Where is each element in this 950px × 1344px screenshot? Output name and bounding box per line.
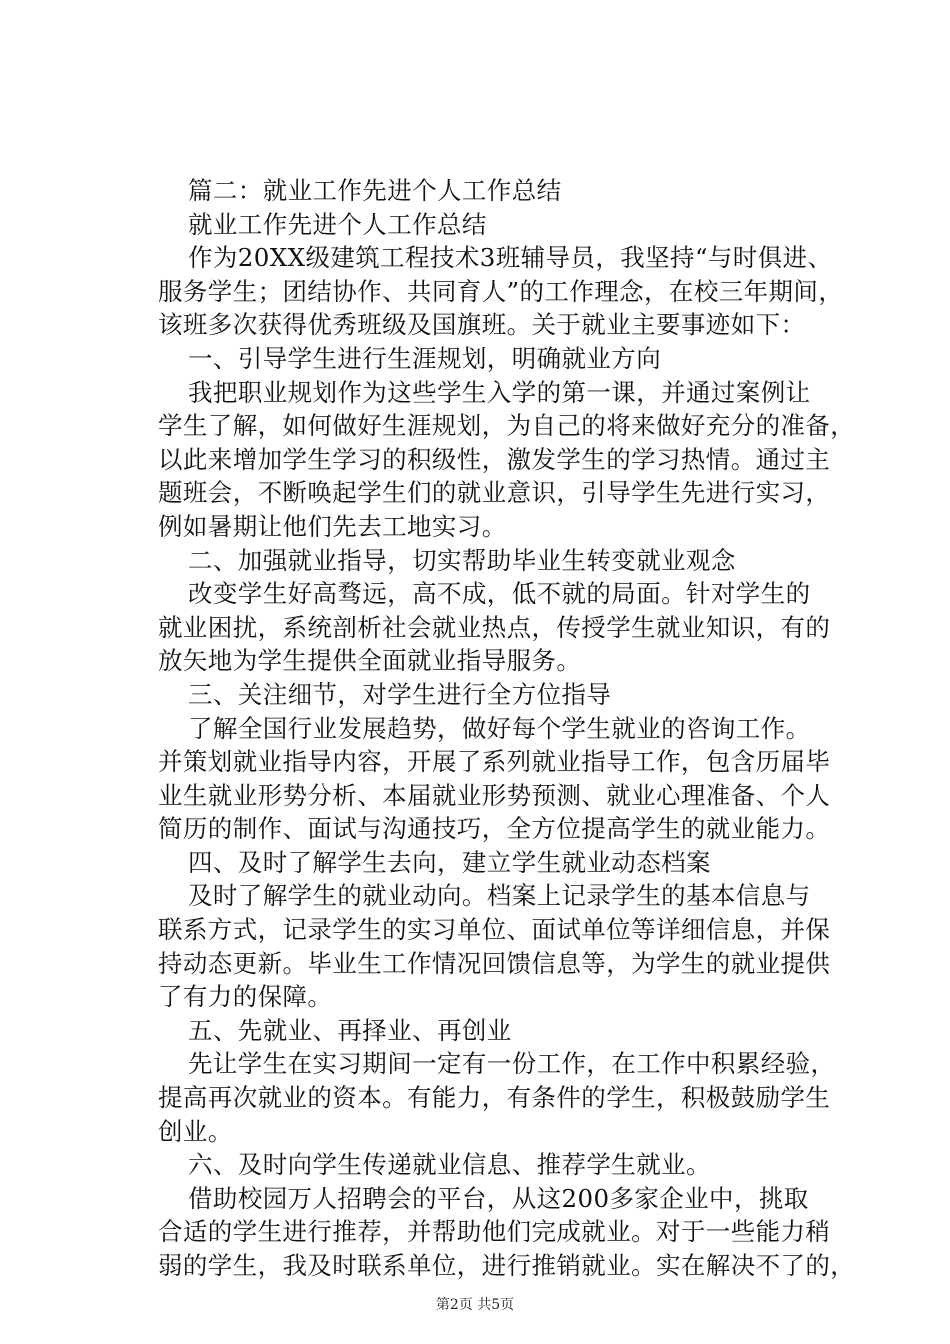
text-line: 四、及时了解学生去向，建立学生就业动态档案 [188,847,711,877]
text-line: 服务学生；团结协作、共同育人”的工作理念，在校三年期间， [158,276,844,306]
document-body [158,174,856,1283]
text-line: 借助校园万人招聘会的平台，从这200多家企业中，挑取 [188,1183,809,1213]
page-footer: 第2页 共5页 [435,1297,515,1313]
text-line: 以此来增加学生学习的积级性，激发学生的学习热情。通过主 [158,444,831,474]
text-line: 持动态更新。毕业生工作情况回馈信息等，为学生的就业提供 [158,948,831,978]
text-line: 了有力的保障。 [158,982,333,1012]
text-line: 弱的学生，我及时联系单位，进行推销就业。实在解决不了的， [158,1251,856,1280]
text-line: 六、及时向学生传递就业信息、推荐学生就业。 [188,1150,711,1180]
text-line: 及时了解学生的就业动向。档案上记录学生的基本信息与 [188,881,811,911]
text-line: 作为20XX级建筑工程技术3班辅导员，我坚持“与时俱进、 [188,243,833,273]
text-line: 就业困扰，系统剖析社会就业热点，传授学生就业知识，有的 [158,612,831,642]
text-line: 创业。 [158,1116,233,1146]
text-line: 篇二：就业工作先进个人工作总结 [188,176,562,205]
text-line: 提高再次就业的资本。有能力，有条件的学生，积极鼓励学生 [158,1083,831,1113]
text-line: 改变学生好高骛远，高不成，低不就的局面。针对学生的 [188,579,811,609]
text-line: 简历的制作、面试与沟通技巧，全方位提高学生的就业能力。 [158,814,831,844]
text-line: 放矢地为学生提供全面就业指导服务。 [158,646,582,676]
text-line: 了解全国行业发展趋势，做好每个学生就业的咨询工作。 [188,713,811,743]
text-line: 并策划就业指导内容，开展了系列就业指导工作，包含历届毕 [158,747,831,777]
text-line: 合适的学生进行推荐，并帮助他们完成就业。对于一些能力稍 [158,1217,831,1247]
text-line: 例如暑期让他们先去工地实习。 [158,511,507,541]
text-line: 该班多次获得优秀班级及国旗班。关于就业主要事迹如下： [158,310,806,340]
text-line: 就业工作先进个人工作总结 [188,209,487,239]
text-line: 联系方式，记录学生的实习单位、面试单位等详细信息，并保 [158,915,831,945]
text-line: 五、先就业、再择业、再创业 [188,1015,512,1045]
text-line: 先让学生在实习期间一定有一份工作，在工作中积累经验， [188,1049,836,1079]
text-line: 业生就业形势分析、本届就业形势预测、就业心理准备、个人 [158,780,831,810]
text-line: 学生了解，如何做好生涯规划，为自己的将来做好充分的准备， [158,411,856,441]
text-line: 三、关注细节，对学生进行全方位指导 [188,679,612,709]
text-line: 我把职业规划作为这些学生入学的第一课，并通过案例让 [188,377,811,407]
text-line: 一、引导学生进行生涯规划，明确就业方向 [188,343,662,373]
text-line: 题班会，不断唤起学生们的就业意识，引导学生先进行实习， [158,478,831,508]
text-line: 二、加强就业指导，切实帮助毕业生转变就业观念 [188,545,736,575]
